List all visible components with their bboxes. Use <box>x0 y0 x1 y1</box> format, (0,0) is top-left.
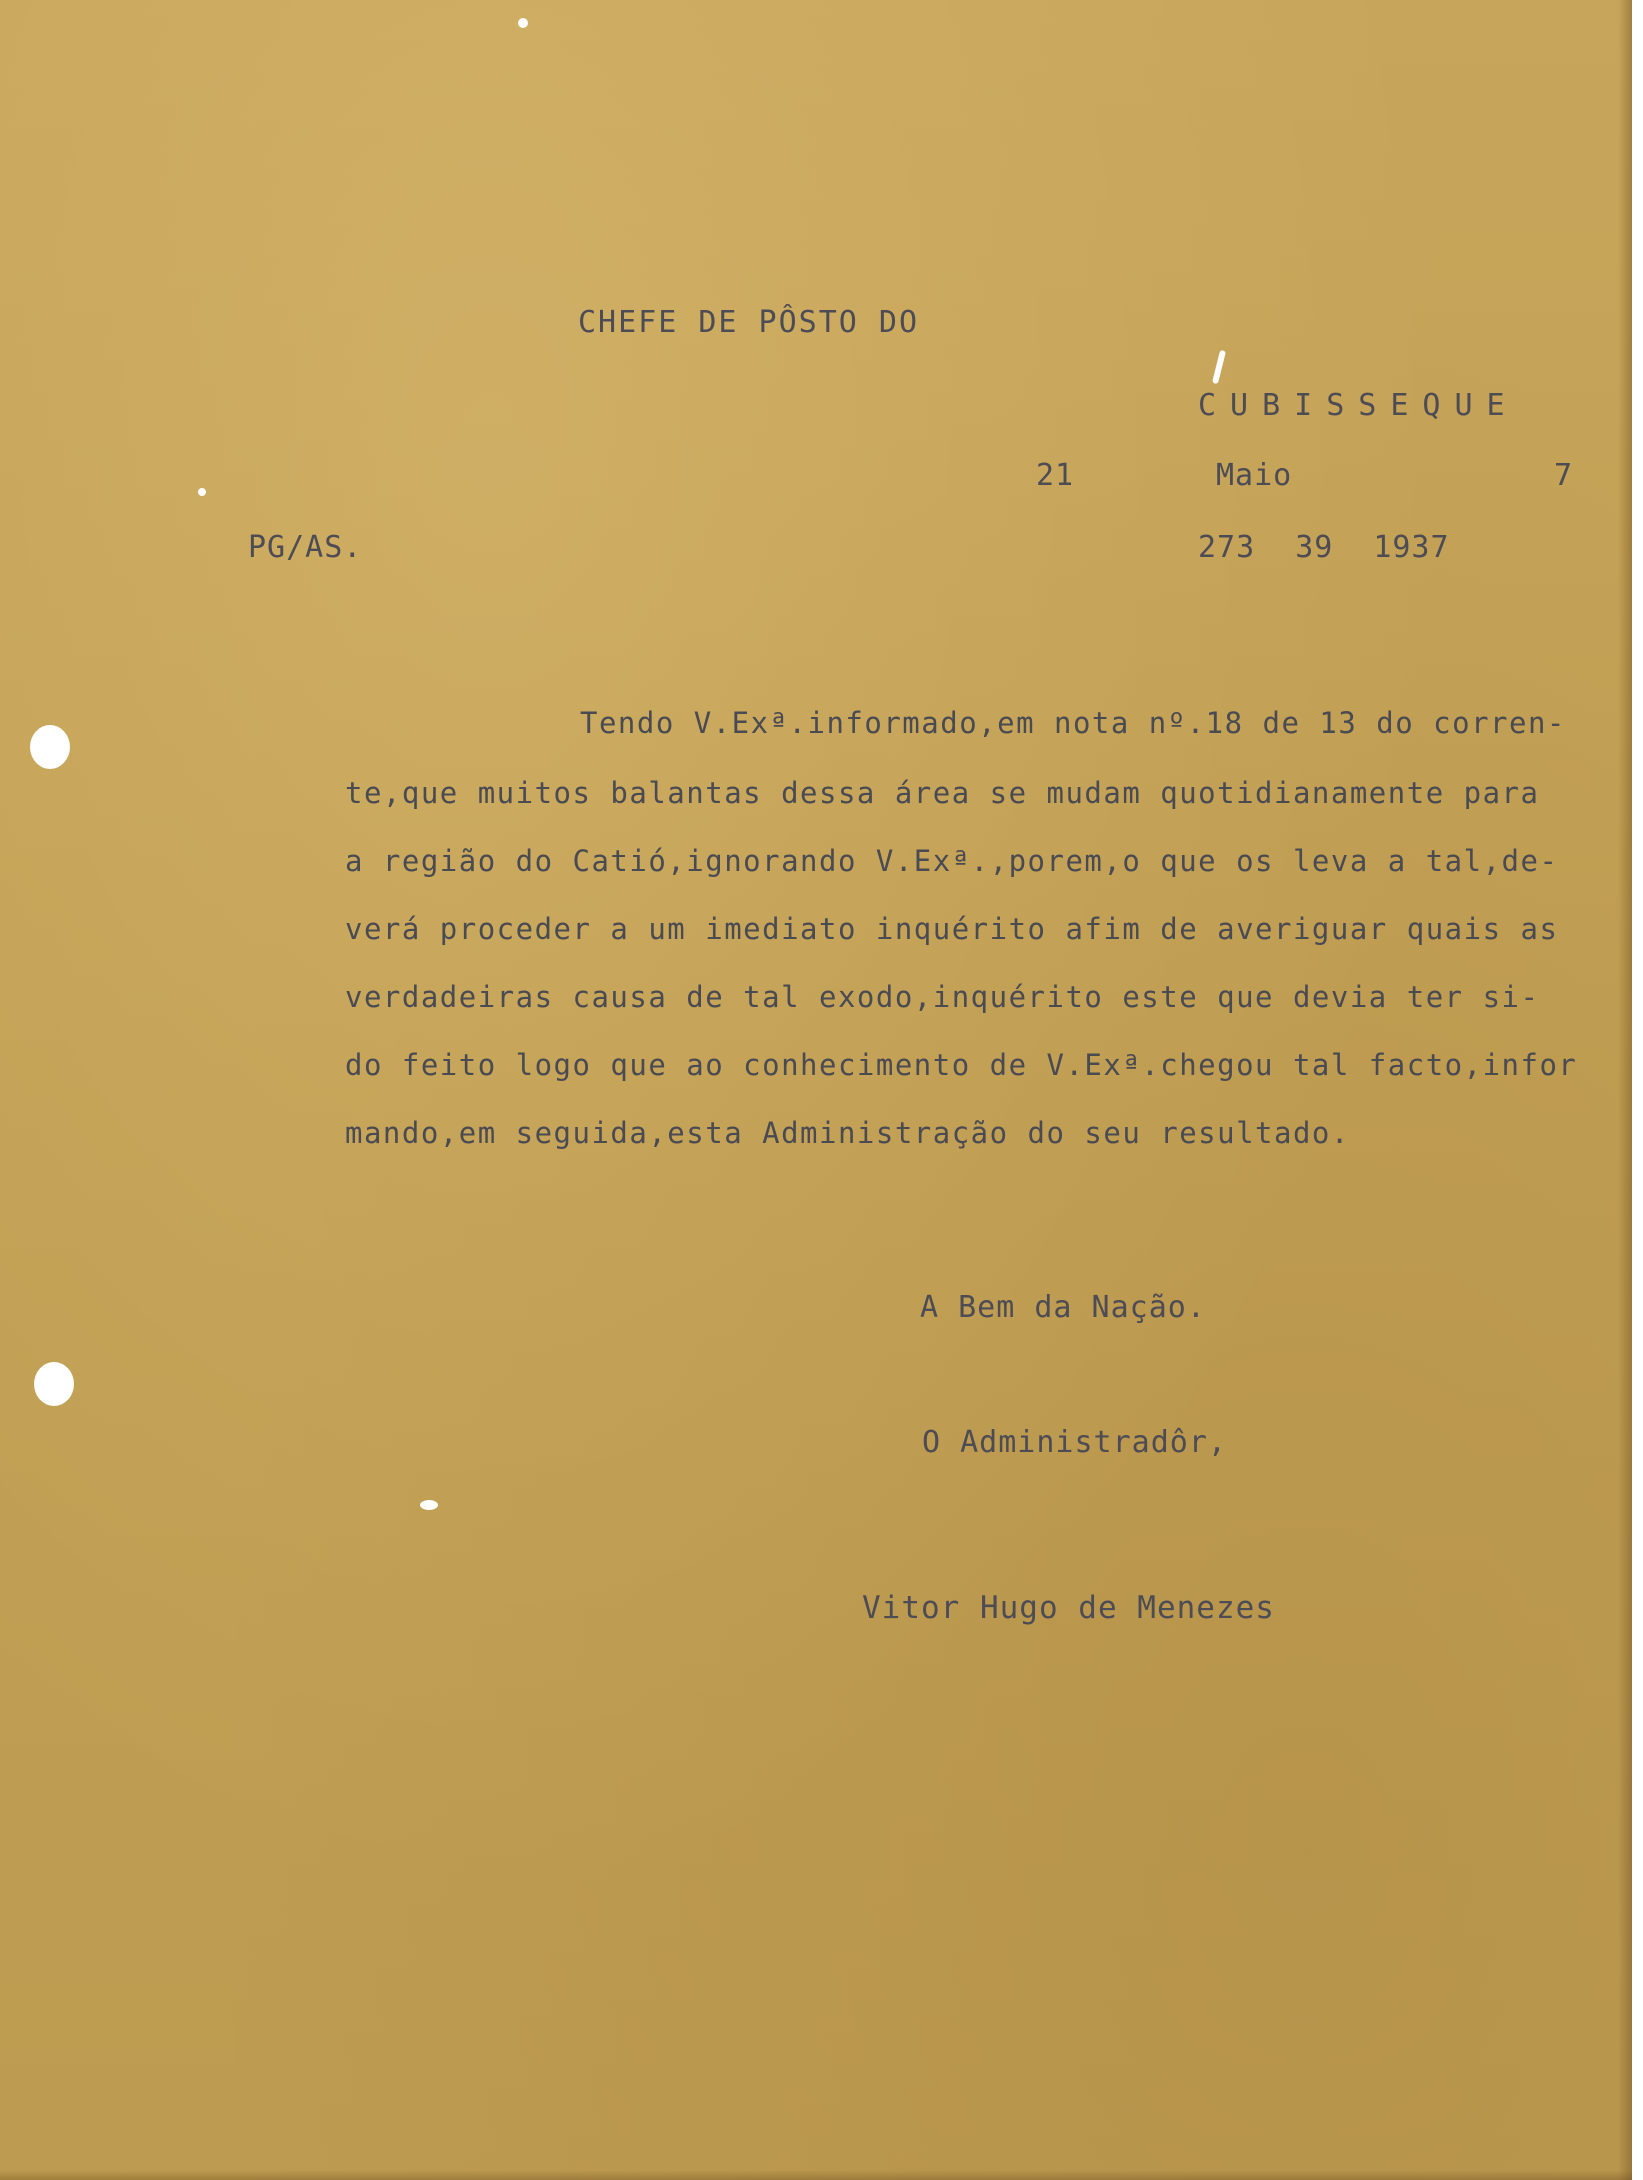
reference-code: PG/AS. <box>248 530 363 565</box>
ink-mark <box>1212 350 1226 384</box>
body-line: Tendo V.Exª.informado,em nota nº.18 de 13 do corren- <box>580 706 1566 740</box>
paper-speck <box>198 488 206 496</box>
date-day: 21 <box>1036 458 1075 493</box>
paper-speck <box>420 1500 438 1510</box>
page-edge-shadow <box>1618 0 1632 2180</box>
signatory-name: Vitor Hugo de Menezes <box>862 1590 1275 1626</box>
closing-salutation: A Bem da Nação. <box>920 1290 1206 1325</box>
document-number <box>1198 530 1450 565</box>
recipient-line: CHEFE DE PÔSTO DO <box>578 305 920 340</box>
punch-hole-bottom <box>34 1362 74 1406</box>
body-line: do feito logo que ao conhecimento de V.Exª.chegou tal facto,infor <box>345 1048 1578 1082</box>
body-line: te,que muitos balantas dessa área se mudam quotidianamente para <box>345 776 1540 810</box>
page-bottom-shadow <box>0 2170 1632 2180</box>
signatory-title: O Administradôr, <box>922 1425 1227 1460</box>
body-line: mando,em seguida,esta Administração do seu resultado. <box>345 1116 1350 1150</box>
body-line: verá proceder a um imediato inquérito afim de averiguar quais as <box>345 912 1559 946</box>
document-number-part: 1937 <box>1373 530 1450 565</box>
document-number-part: 39 <box>1295 530 1334 565</box>
punch-hole-top <box>30 725 70 769</box>
document-number-part: 273 <box>1198 530 1256 565</box>
body-line: a região do Catió,ignorando V.Exª.,porem,o que os leva a tal,de- <box>345 844 1559 878</box>
date-number: 7 <box>1554 458 1574 493</box>
date-month: Maio <box>1216 458 1293 493</box>
place-name: CUBISSEQUE <box>1198 388 1519 423</box>
body-line: verdadeiras causa de tal exodo,inquérito este que devia ter si- <box>345 980 1540 1014</box>
paper-speck <box>518 18 528 28</box>
